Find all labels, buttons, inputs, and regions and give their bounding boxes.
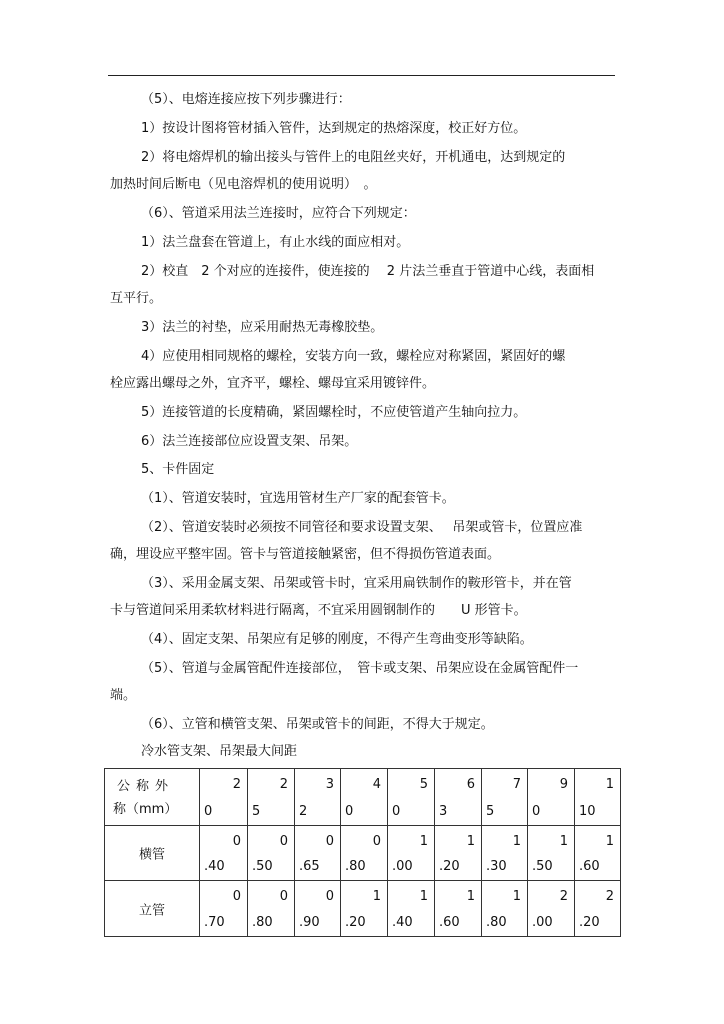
table-cell: [528, 881, 575, 937]
table-row-horizontal-pipe: [105, 826, 621, 881]
top-rule: [108, 75, 615, 76]
table-cell: [248, 826, 295, 881]
cell-top: 4: [372, 777, 381, 792]
cell-top: 1: [419, 889, 428, 904]
table-row-vertical-pipe: [105, 881, 621, 937]
cell-top: 0: [279, 834, 288, 849]
cell-top: 0: [279, 889, 288, 904]
table-cell: [575, 826, 621, 881]
cell-bottom: 5: [486, 804, 495, 819]
cell-top: 0: [325, 834, 334, 849]
paragraph-line: 6）法兰连接部位应设置支架、吊架。: [141, 434, 358, 449]
paragraph-line: 栓应露出螺母之外，宜齐平，螺栓、螺母宜采用镀锌件。: [110, 376, 436, 391]
cell-bottom: 0: [392, 804, 401, 819]
cell-top: 1: [419, 834, 428, 849]
cell-bottom: .20: [439, 859, 460, 874]
table-cell: [295, 881, 341, 937]
paragraph-line: 1）按设计图将管材插入管件，达到规定的热熔深度，校正好方位。: [141, 121, 527, 136]
cell-bottom: 0: [345, 804, 354, 819]
table-cell: [341, 769, 388, 826]
paragraph-line: （4）、固定支架、吊架应有足够的刚度，不得产生弯曲变形等缺陷。: [141, 632, 533, 647]
paragraph-line: （1）、管道安装时，宜选用管材生产厂家的配套管卡。: [141, 491, 455, 506]
paragraph-line: （2）、管道安装时必须按不同管径和要求设置支架、 吊架或管卡，位置应准: [141, 520, 583, 535]
paragraph-line: 互平行。: [110, 291, 163, 306]
paragraph-line: 4）应使用相同规格的螺栓，安装方向一致，螺栓应对称紧固，紧固好的螺: [141, 349, 566, 364]
cell-bottom: 2: [299, 804, 308, 819]
cell-top: 2: [232, 777, 241, 792]
cell-bottom: .65: [299, 859, 320, 874]
cell-bottom: .00: [392, 859, 413, 874]
paragraph-line: 确，埋设应平整牢固。管卡与管道接触紧密，但不得损伤管道表面。: [110, 547, 501, 562]
cell-top: 5: [419, 777, 428, 792]
paragraph-line: 卡与管道间采用柔软材料进行隔离，不宜采用圆钢制作的 U 形管卡。: [110, 603, 527, 618]
table-cell: [200, 881, 248, 937]
cell-top: 0: [372, 834, 381, 849]
table-cell: [200, 826, 248, 881]
cell-top: 0: [325, 889, 334, 904]
cell-top: 1: [512, 834, 521, 849]
cell-bottom: .80: [345, 859, 366, 874]
cell-bottom: .70: [204, 915, 225, 930]
cell-top: 2: [559, 889, 568, 904]
table-cell: [248, 881, 295, 937]
cell-top: 1: [512, 889, 521, 904]
paragraph-line: （5）、电熔连接应按下列步骤进行：: [141, 92, 351, 107]
paragraph-line: （6）、立管和横管支架、吊架或管卡的间距，不得大于规定。: [141, 717, 494, 732]
table-cell: [200, 769, 248, 826]
cell-top: 0: [232, 889, 241, 904]
cell-top: 7: [512, 777, 521, 792]
cell-top: 0: [232, 834, 241, 849]
table-cell: [575, 881, 621, 937]
paragraph-line: 1）法兰盘套在管道上，有止水线的面应相对。: [141, 235, 410, 250]
cell-bottom: .90: [299, 915, 320, 930]
table-cell: [528, 769, 575, 826]
cell-bottom: 0: [204, 804, 213, 819]
table-header-row: [105, 769, 621, 826]
table-cell: [341, 881, 388, 937]
row-label: 立管: [138, 903, 165, 918]
table-cell: [341, 826, 388, 881]
cell-top: 6: [466, 777, 475, 792]
cell-bottom: 3: [439, 804, 448, 819]
table-cell: [388, 826, 435, 881]
cell-top: 1: [605, 777, 614, 792]
paragraph-line: （5）、管道与金属管配件连接部位， 管卡或支架、吊架应设在金属管配件一: [141, 661, 579, 676]
table-cell: [482, 881, 528, 937]
cell-top: 1: [466, 834, 475, 849]
paragraph-line: （6）、管道采用法兰连接时，应符合下列规定：: [141, 206, 416, 221]
table-cell: [248, 769, 295, 826]
paragraph-line: 加热时间后断电（见电溶焊机的使用说明） 。: [110, 177, 377, 192]
cell-bottom: .50: [532, 859, 553, 874]
cell-bottom: .80: [252, 915, 273, 930]
paragraph-line: 2）校直 2 个对应的连接件，使连接的 2 片法兰垂直于管道中心线，表面相: [141, 264, 595, 279]
cell-top: 1: [605, 834, 614, 849]
paragraph-line: 3）法兰的衬垫，应采用耐热无毒橡胶垫。: [141, 320, 384, 335]
cell-bottom: .20: [345, 915, 366, 930]
table-cell: [295, 826, 341, 881]
cell-top: 2: [279, 777, 288, 792]
paragraph-line: （3）、采用金属支架、吊架或管卡时，宜采用扁铁制作的鞍形管卡，并在管: [141, 576, 572, 591]
cell-top: 9: [559, 777, 568, 792]
cell-top: 1: [372, 889, 381, 904]
row-label-cell: [105, 881, 200, 937]
cell-bottom: .30: [486, 859, 507, 874]
table-cell: [435, 826, 482, 881]
table-cell: [482, 769, 528, 826]
table-cell: [388, 769, 435, 826]
cell-top: 3: [325, 777, 334, 792]
paragraph-line: 端。: [110, 688, 137, 703]
cell-top: 2: [605, 889, 614, 904]
table-cell: [482, 826, 528, 881]
table-cell: [295, 769, 341, 826]
cell-bottom: 0: [532, 804, 541, 819]
cell-bottom: .60: [439, 915, 460, 930]
cell-bottom: .40: [204, 859, 225, 874]
cell-top: 1: [466, 889, 475, 904]
section-heading: 5、卡件固定: [141, 462, 215, 477]
cell-bottom: .60: [579, 859, 600, 874]
table-cell: [388, 881, 435, 937]
table-caption: 冷水管支架、吊架最大间距: [141, 744, 298, 759]
paragraph-line: 5）连接管道的长度精确，紧固螺栓时，不应使管道产生轴向拉力。: [141, 405, 527, 420]
row-label-cell: [105, 826, 200, 881]
cell-top: 1: [559, 834, 568, 849]
header-label-bottom: 称（mm）: [113, 802, 178, 817]
cell-bottom: .80: [486, 915, 507, 930]
cell-bottom: .00: [532, 915, 553, 930]
table-cell: [435, 769, 482, 826]
table-cell: [575, 769, 621, 826]
row-label: 横管: [138, 847, 165, 863]
cell-bottom: .20: [579, 915, 600, 930]
table-cell: [435, 881, 482, 937]
cell-bottom: 5: [252, 804, 261, 819]
header-label-top: 公称外: [117, 779, 175, 794]
table-cell: [528, 826, 575, 881]
spacing-table: [104, 768, 621, 937]
cell-bottom: .40: [392, 915, 413, 930]
cell-bottom: .50: [252, 859, 273, 874]
paragraph-line: 2）将电熔焊机的输出接头与管件上的电阻丝夹好，开机通电，达到规定的: [141, 150, 566, 165]
header-label-cell: [105, 769, 200, 826]
cell-bottom: 10: [579, 804, 596, 819]
